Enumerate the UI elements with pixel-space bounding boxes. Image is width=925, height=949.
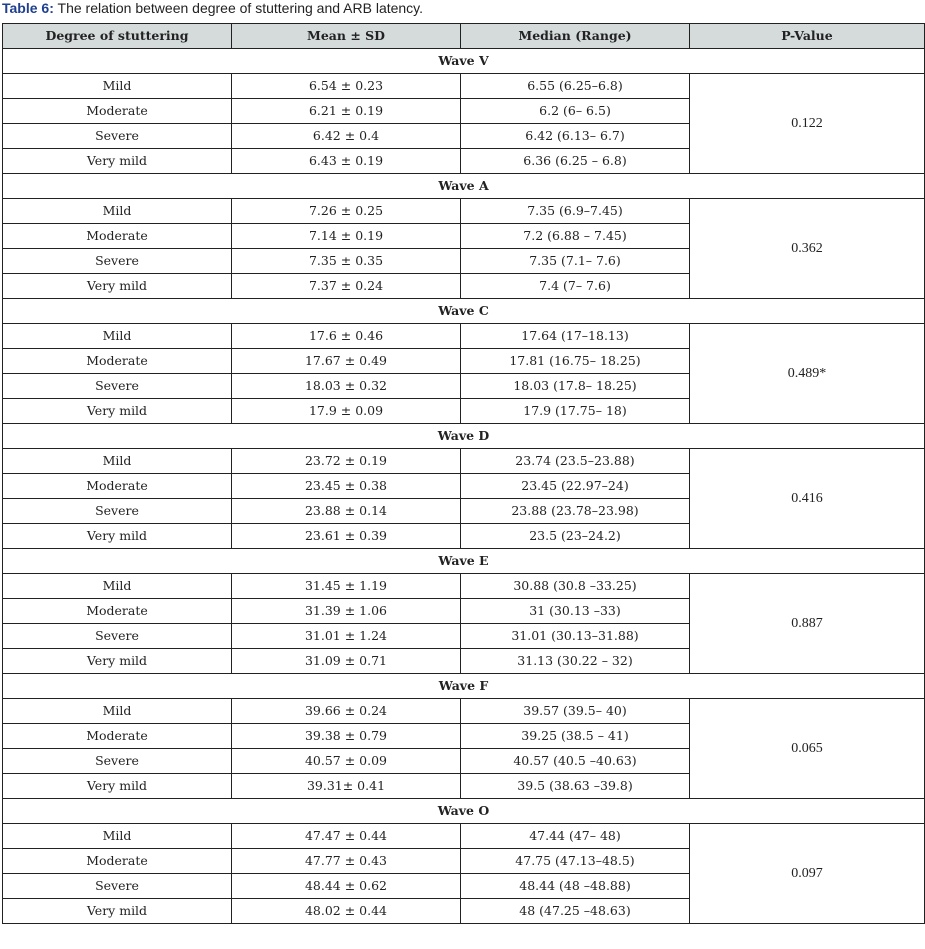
mean-sd-cell: 17.6 ± 0.46 [232,324,461,349]
table-caption [2,0,423,20]
stuttering-arb-latency-table [2,23,925,924]
section-title: Wave A [3,174,925,199]
mean-sd-cell: 39.66 ± 0.24 [232,699,461,724]
median-range-cell: 17.9 (17.75– 18) [461,399,690,424]
section-title: Wave F [3,674,925,699]
median-range-cell: 31 (30.13 –33) [461,599,690,624]
header-mean-sd: Mean ± SD [232,24,461,49]
degree-cell: Very mild [3,649,232,674]
section-title: Wave O [3,799,925,824]
mean-sd-cell: 17.9 ± 0.09 [232,399,461,424]
degree-cell: Moderate [3,724,232,749]
table-row [3,824,925,849]
mean-sd-cell: 23.72 ± 0.19 [232,449,461,474]
median-range-cell: 6.36 (6.25 – 6.8) [461,149,690,174]
mean-sd-cell: 7.26 ± 0.25 [232,199,461,224]
header-row [3,24,925,49]
median-range-cell: 23.88 (23.78–23.98) [461,499,690,524]
table-row [3,324,925,349]
median-range-cell: 48 (47.25 –48.63) [461,899,690,924]
median-range-cell: 7.2 (6.88 – 7.45) [461,224,690,249]
table-body [3,49,925,924]
median-range-cell: 6.42 (6.13– 6.7) [461,124,690,149]
mean-sd-cell: 31.45 ± 1.19 [232,574,461,599]
mean-sd-cell: 47.77 ± 0.43 [232,849,461,874]
mean-sd-cell: 6.42 ± 0.4 [232,124,461,149]
degree-cell: Severe [3,124,232,149]
table-row [3,199,925,224]
mean-sd-cell: 6.21 ± 0.19 [232,99,461,124]
p-value-cell: 0.489* [690,324,925,424]
median-range-cell: 6.55 (6.25–6.8) [461,74,690,99]
table-row [3,449,925,474]
header-degree: Degree of stuttering [3,24,232,49]
degree-cell: Moderate [3,224,232,249]
degree-cell: Moderate [3,474,232,499]
median-range-cell: 6.2 (6– 6.5) [461,99,690,124]
median-range-cell: 23.74 (23.5–23.88) [461,449,690,474]
mean-sd-cell: 48.44 ± 0.62 [232,874,461,899]
table-caption-label: Table 6: [2,0,54,16]
degree-cell: Severe [3,624,232,649]
median-range-cell: 7.35 (7.1– 7.6) [461,249,690,274]
section-row-wave-c [3,299,925,324]
degree-cell: Very mild [3,524,232,549]
mean-sd-cell: 31.39 ± 1.06 [232,599,461,624]
mean-sd-cell: 23.45 ± 0.38 [232,474,461,499]
mean-sd-cell: 23.61 ± 0.39 [232,524,461,549]
mean-sd-cell: 39.38 ± 0.79 [232,724,461,749]
median-range-cell: 23.45 (22.97–24) [461,474,690,499]
degree-cell: Mild [3,449,232,474]
mean-sd-cell: 31.01 ± 1.24 [232,624,461,649]
median-range-cell: 7.35 (6.9–7.45) [461,199,690,224]
degree-cell: Severe [3,249,232,274]
section-row-wave-e [3,549,925,574]
header-p-value: P-Value [690,24,925,49]
table-row [3,74,925,99]
degree-cell: Moderate [3,849,232,874]
median-range-cell: 17.81 (16.75– 18.25) [461,349,690,374]
section-row-wave-d [3,424,925,449]
mean-sd-cell: 39.31± 0.41 [232,774,461,799]
degree-cell: Severe [3,374,232,399]
degree-cell: Very mild [3,899,232,924]
degree-cell: Moderate [3,349,232,374]
degree-cell: Mild [3,199,232,224]
section-row-wave-v [3,49,925,74]
section-row-wave-f [3,674,925,699]
median-range-cell: 31.13 (30.22 – 32) [461,649,690,674]
degree-cell: Very mild [3,774,232,799]
median-range-cell: 40.57 (40.5 –40.63) [461,749,690,774]
degree-cell: Severe [3,874,232,899]
degree-cell: Moderate [3,99,232,124]
mean-sd-cell: 47.47 ± 0.44 [232,824,461,849]
median-range-cell: 48.44 (48 –48.88) [461,874,690,899]
median-range-cell: 39.57 (39.5– 40) [461,699,690,724]
median-range-cell: 39.25 (38.5 – 41) [461,724,690,749]
table-row [3,574,925,599]
mean-sd-cell: 18.03 ± 0.32 [232,374,461,399]
mean-sd-cell: 6.54 ± 0.23 [232,74,461,99]
degree-cell: Mild [3,824,232,849]
mean-sd-cell: 7.35 ± 0.35 [232,249,461,274]
median-range-cell: 18.03 (17.8– 18.25) [461,374,690,399]
median-range-cell: 47.75 (47.13–48.5) [461,849,690,874]
degree-cell: Severe [3,499,232,524]
median-range-cell: 39.5 (38.63 –39.8) [461,774,690,799]
degree-cell: Mild [3,699,232,724]
degree-cell: Moderate [3,599,232,624]
degree-cell: Mild [3,574,232,599]
section-row-wave-a [3,174,925,199]
section-row-wave-o [3,799,925,824]
p-value-cell: 0.097 [690,824,925,924]
mean-sd-cell: 31.09 ± 0.71 [232,649,461,674]
degree-cell: Very mild [3,274,232,299]
median-range-cell: 7.4 (7– 7.6) [461,274,690,299]
section-title: Wave V [3,49,925,74]
median-range-cell: 23.5 (23–24.2) [461,524,690,549]
table-caption-text: The relation between degree of stuttering and ARB latency. [53,0,424,16]
table-row [3,699,925,724]
section-title: Wave C [3,299,925,324]
section-title: Wave E [3,549,925,574]
degree-cell: Very mild [3,149,232,174]
mean-sd-cell: 6.43 ± 0.19 [232,149,461,174]
mean-sd-cell: 23.88 ± 0.14 [232,499,461,524]
median-range-cell: 30.88 (30.8 –33.25) [461,574,690,599]
header-median-range: Median (Range) [461,24,690,49]
p-value-cell: 0.065 [690,699,925,799]
mean-sd-cell: 40.57 ± 0.09 [232,749,461,774]
median-range-cell: 47.44 (47– 48) [461,824,690,849]
mean-sd-cell: 48.02 ± 0.44 [232,899,461,924]
p-value-cell: 0.122 [690,74,925,174]
median-range-cell: 31.01 (30.13–31.88) [461,624,690,649]
degree-cell: Mild [3,324,232,349]
mean-sd-cell: 7.14 ± 0.19 [232,224,461,249]
median-range-cell: 17.64 (17–18.13) [461,324,690,349]
section-title: Wave D [3,424,925,449]
degree-cell: Mild [3,74,232,99]
p-value-cell: 0.416 [690,449,925,549]
mean-sd-cell: 17.67 ± 0.49 [232,349,461,374]
p-value-cell: 0.887 [690,574,925,674]
degree-cell: Severe [3,749,232,774]
degree-cell: Very mild [3,399,232,424]
mean-sd-cell: 7.37 ± 0.24 [232,274,461,299]
p-value-cell: 0.362 [690,199,925,299]
table-header [3,24,925,49]
